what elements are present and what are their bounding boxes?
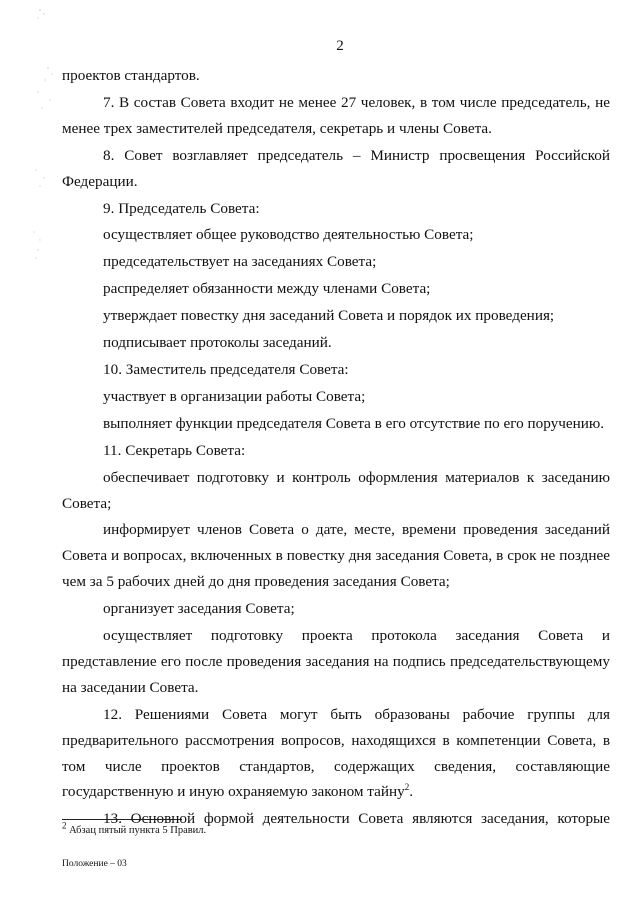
list-item: утверждает повестку дня заседаний Совета и порядок их проведения; — [103, 307, 555, 325]
list-item: организует заседания Совета; — [103, 600, 295, 618]
list-item: информирует членов Совета о дате, месте, времени проведения заседаний Совета и вопросах, включенных в повестку дня заседания Совета, в срок не позднее чем за 5 рабочих дней до дня проведения заседания Совета; — [62, 521, 610, 591]
paragraph-item-8: 8. Совет возглавляет председатель – Министр просвещения Российской Федерации. — [62, 146, 610, 190]
paragraph-continuation: проектов стандартов. — [62, 67, 200, 84]
list-item: подписывает протоколы заседаний. — [103, 334, 332, 352]
paragraph-item-10: 10. Заместитель председателя Совета: — [103, 360, 349, 378]
paragraph-item-12: 12. Решениями Совета могут быть образованы рабочие группы для предварительного рассмотрения вопросов, находящихся в компетенции Совета, в том числе проектов стандартов, содержащих сведения, составляющие государственную и иную охраняемую законом тайну$^2$. — [62, 705, 610, 801]
paragraph-item-11: 11. Секретарь Совета: — [103, 441, 246, 459]
footnote-divider — [62, 819, 182, 820]
list-item: председательствует на заседаниях Совета; — [103, 253, 377, 271]
footnote-text: Абзац пятый пункта 5 Правил. — [69, 825, 207, 836]
scan-artifacts — [0, 0, 60, 900]
paragraph-item-7: 7. В состав Совета входит не менее 27 человек, в том числе председатель, не менее трех заместителей председателя, секретарь и члены Совета. — [62, 93, 610, 137]
footnote-reference: 2 — [404, 782, 410, 793]
footnote — [62, 820, 207, 838]
document-footer: Положение – 03 — [62, 859, 127, 869]
page-number: 2 — [336, 38, 344, 54]
footnote-marker: 2 — [62, 820, 67, 831]
list-item: обеспечивает подготовку и контроль оформления материалов к заседанию Совета; — [62, 468, 610, 512]
paragraph-item-9: 9. Председатель Совета: — [103, 199, 260, 217]
list-item: участвует в организации работы Совета; — [103, 387, 366, 405]
list-item: осуществляет общее руководство деятельностью Совета; — [103, 226, 474, 244]
document-body — [62, 63, 610, 832]
list-item: осуществляет подготовку проекта протокола заседания Совета и представление его после проведения заседания на подпись председательствующему на заседании Совета. — [62, 627, 610, 696]
paragraph-item-13: 13. Основной формой деятельности Совета являются заседания, которые — [103, 810, 610, 828]
list-item: распределяет обязанности между членами Совета; — [103, 280, 431, 298]
paragraph-item-12-text: 12. Решениями Совета могут быть образованы рабочие группы для предварительного рассмотрения вопросов, находящихся в компетенции Совета, в том числе проектов стандартов, содержащих сведения, составляющие государственную и иную охраняемую законом тайну — [62, 705, 610, 801]
list-item: выполняет функции председателя Совета в его отсутствие по его поручению. — [103, 414, 605, 432]
